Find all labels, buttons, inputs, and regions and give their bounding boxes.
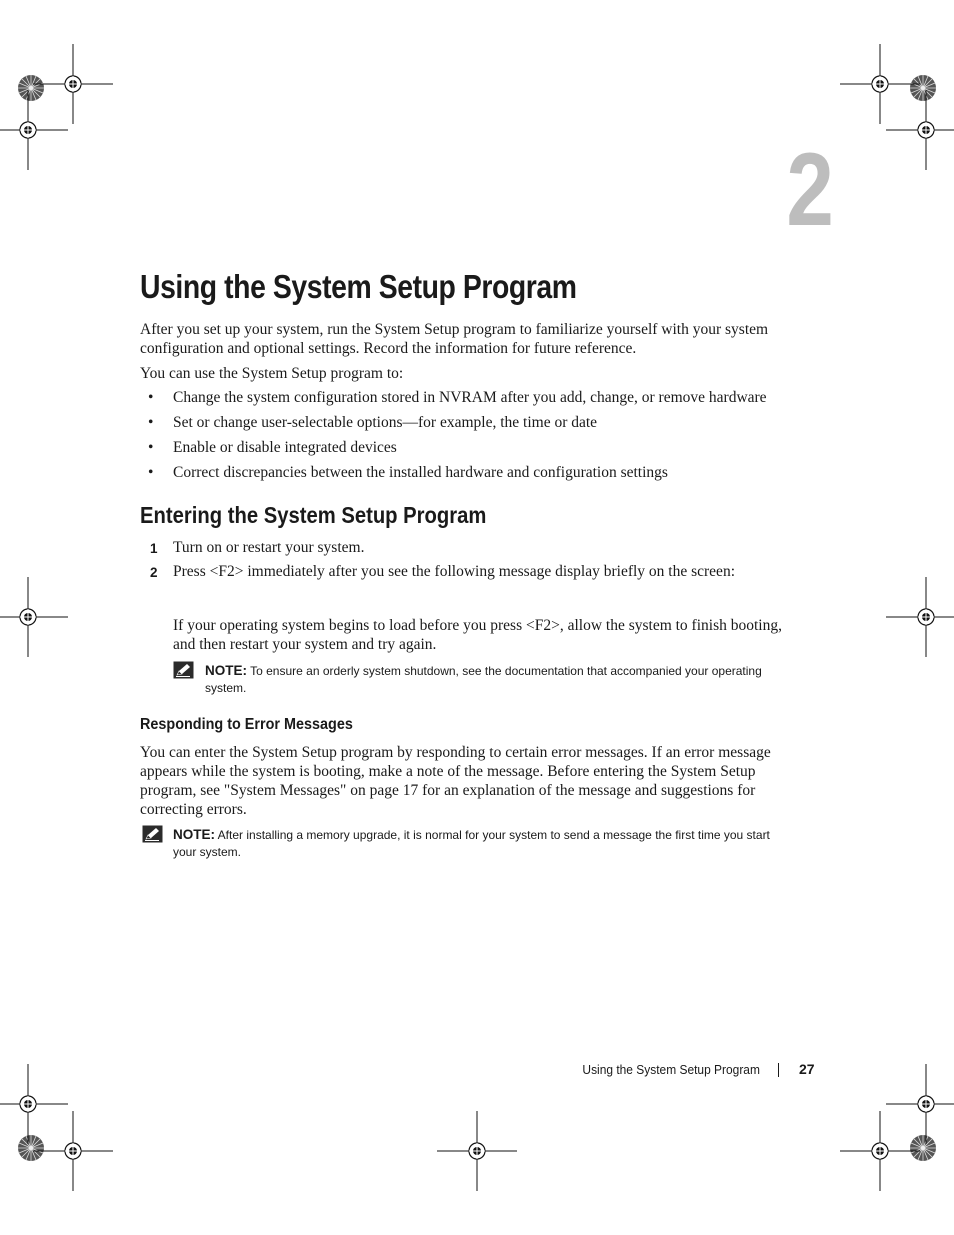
note-pencil-icon (142, 825, 163, 843)
starburst-mark-icon (18, 75, 44, 101)
chapter-number: 2 (786, 132, 834, 248)
note-label: NOTE: (205, 663, 247, 678)
boot-followup-paragraph: If your operating system begins to load before you press <F2>, allow the system to finish booting, and then restart your system and try again. (173, 617, 782, 653)
crosshair-mark-icon (886, 90, 954, 170)
feature-list (140, 388, 786, 488)
crosshair-mark-icon (437, 1111, 517, 1191)
intro-lead-in: You can use the System Setup program to: (140, 365, 404, 382)
crosshair-mark-icon (0, 577, 68, 657)
starburst-mark-icon (18, 1135, 44, 1161)
list-item (140, 463, 786, 488)
step-item (140, 538, 786, 562)
footer-separator (778, 1063, 779, 1077)
step-text: Turn on or restart your system. (173, 539, 365, 556)
crosshair-mark-icon (840, 1111, 920, 1191)
list-item (140, 388, 786, 413)
page-number: 27 (799, 1061, 815, 1077)
starburst-mark-icon (910, 75, 936, 101)
step-number: 2 (150, 565, 158, 580)
list-item-text: Change the system configuration stored in NVRAM after you add, change, or remove hardware (173, 389, 767, 406)
bullet-icon: • (148, 439, 154, 456)
step-number: 1 (150, 541, 158, 556)
crosshair-mark-icon (0, 1064, 68, 1144)
step-text: Press <F2> immediately after you see the following message display briefly on the screen: (173, 563, 735, 580)
crosshair-mark-icon (886, 577, 954, 657)
list-item (140, 413, 786, 438)
crosshair-mark-icon (33, 1111, 113, 1191)
starburst-mark-icon (910, 1135, 936, 1161)
intro-paragraph: After you set up your system, run the System Setup program to familiarize yourself with your system configuration and optional settings. Record the information for future reference. (140, 321, 769, 357)
section-heading-entering: Entering the System Setup Program (140, 502, 487, 528)
note-pencil-icon (173, 661, 194, 679)
bullet-icon: • (148, 464, 154, 481)
note-label: NOTE: (173, 827, 215, 842)
note-text: After installing a memory upgrade, it is normal for your system to send a message the first time you start your system. (173, 828, 770, 859)
step-item (140, 562, 786, 586)
list-item-text: Enable or disable integrated devices (173, 439, 397, 456)
crosshair-mark-icon (840, 44, 920, 124)
step-list (140, 538, 786, 586)
note-shutdown (205, 662, 790, 697)
error-messages-paragraph: You can enter the System Setup program by responding to certain error messages. If an error message appears while the system is booting, make a note of the message. Before entering the System Setup program, see "System Messages" on page 17 for an explanation of the message and suggestions for correcting errors. (140, 744, 771, 818)
chapter-title: Using the System Setup Program (140, 268, 577, 305)
bullet-icon: • (148, 414, 154, 431)
crosshair-mark-icon (0, 90, 68, 170)
subsection-heading-errors: Responding to Error Messages (140, 716, 353, 733)
note-memory-upgrade (173, 826, 778, 861)
list-item-text: Set or change user-selectable options—for example, the time or date (173, 414, 598, 431)
list-item (140, 438, 786, 463)
bullet-icon: • (148, 389, 154, 406)
footer-chapter-title: Using the System Setup Program (582, 1062, 760, 1077)
crosshair-mark-icon (886, 1064, 954, 1144)
note-text: To ensure an orderly system shutdown, see the documentation that accompanied your operating system. (205, 664, 762, 695)
list-item-text: Correct discrepancies between the installed hardware and configuration settings (173, 464, 668, 481)
crosshair-mark-icon (33, 44, 113, 124)
